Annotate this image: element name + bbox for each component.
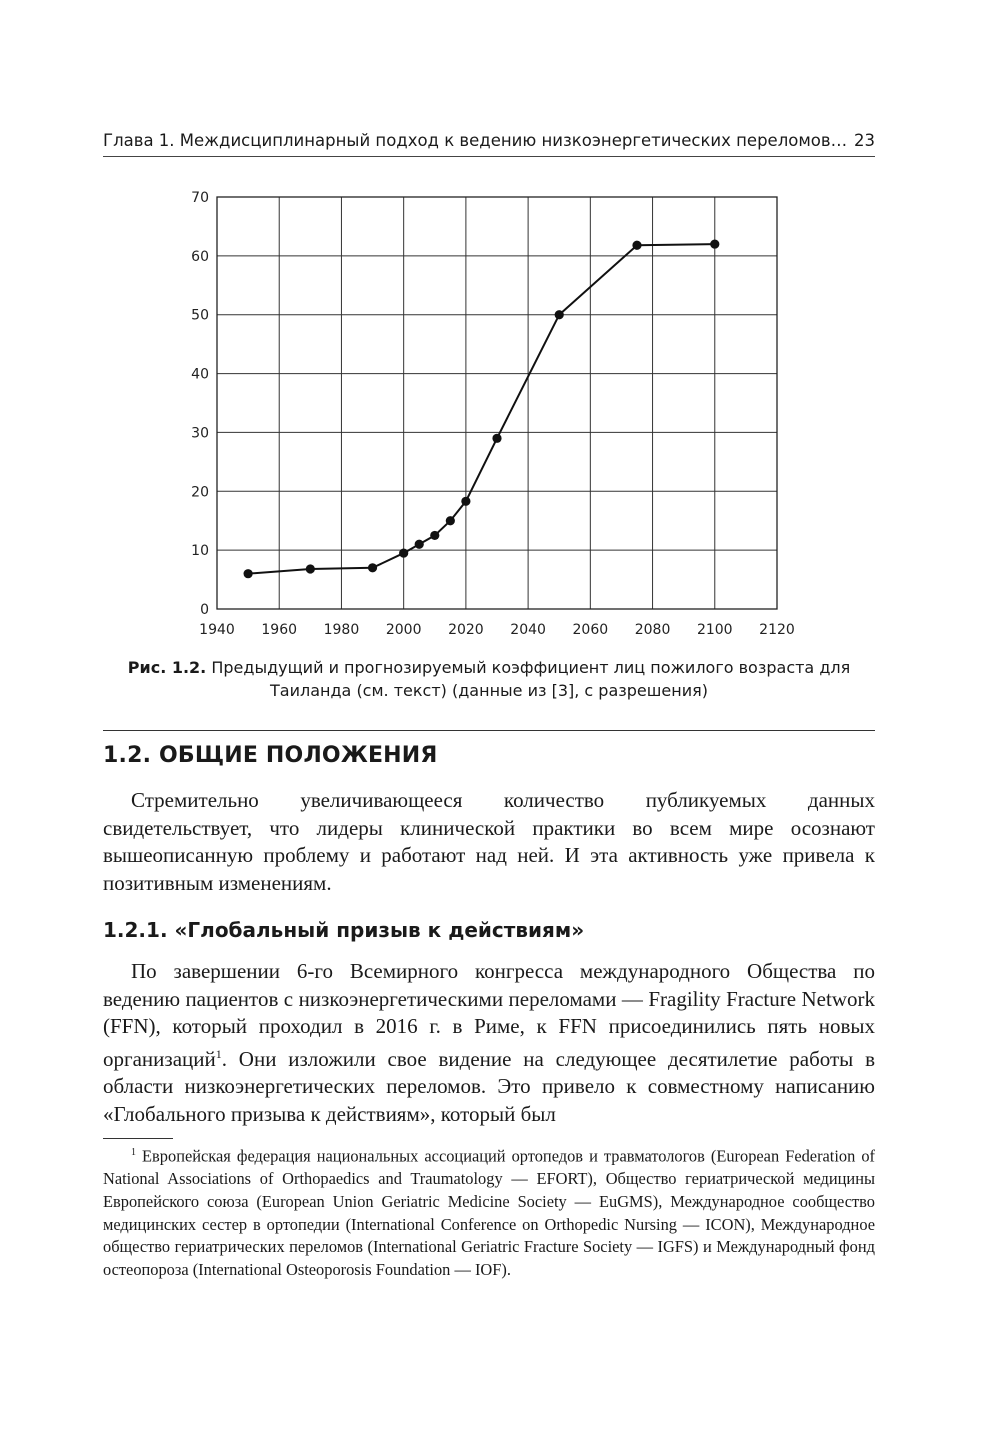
plot-frame: [217, 197, 777, 609]
y-tick-label: 40: [191, 366, 209, 383]
x-tick-label: 2000: [385, 622, 422, 638]
x-tick-label: 2100: [696, 622, 733, 638]
footnote-marker: 1: [131, 1147, 136, 1158]
chapter-title: Глава 1. Междисциплинарный подход к ведению низкоэнергетических переломов…: [103, 131, 848, 150]
subsection-heading: 1.2.1. «Глобальный призыв к действиям»: [103, 918, 585, 942]
y-tick-label: 30: [191, 425, 209, 442]
data-point: [306, 564, 315, 573]
y-tick-label: 50: [191, 307, 209, 324]
x-tick-label: 2080: [634, 622, 671, 638]
figure-caption-label: Рис. 1.2.: [127, 658, 207, 677]
subsection-paragraph: [103, 958, 875, 1128]
data-point: [632, 241, 641, 250]
section-paragraph: Стремительно увеличивающееся количество публикуемых данных свидетельствует, что лидеры клинической практики во всем мире осознают вышеописанную проблему и работают над ней. И эта активность уже привела к позитивным изменениям.: [103, 788, 875, 895]
paragraph-text-part1: По завершении 6-го Всемирного конгресса международного Общества по ведению пациентов с низкоэнергетическими переломами — Fragility Fracture Network (FFN), который проходил в 2016 г. в Риме, к FFN присоединились пять новых организаций: [103, 959, 875, 1071]
x-tick-label: 2060: [572, 622, 609, 638]
data-point: [399, 548, 408, 557]
x-tick-label: 1940: [199, 622, 235, 638]
y-tick-label: 20: [191, 484, 209, 501]
footnote-reference: 1: [215, 1046, 222, 1061]
figure-caption: [103, 656, 875, 702]
series-line: [248, 244, 715, 574]
line-chart: [180, 182, 800, 647]
running-header: [103, 131, 875, 157]
x-tick-label: 1980: [323, 622, 360, 638]
x-tick-label: 2040: [510, 622, 546, 638]
paragraph-text-part2: . Они изложили свое видение на следующее десятилетие работы в области низкоэнергетических переломов. Это привело к совместному написанию «Глобального призыва к действиям», который был: [103, 1046, 875, 1126]
data-point: [555, 310, 564, 319]
section-divider: [103, 730, 875, 731]
data-point: [446, 516, 455, 525]
data-point: [461, 497, 470, 506]
data-point: [415, 540, 424, 549]
data-point: [710, 239, 719, 248]
data-point: [244, 569, 253, 578]
y-tick-label: 60: [191, 248, 209, 265]
x-tick-label: 2020: [448, 622, 484, 638]
footnote: [103, 1142, 875, 1282]
figure-caption-text: Предыдущий и прогнозируемый коэффициент лиц пожилого возраста для Таиланда (см. текст) (данные из [3], с разрешения): [206, 658, 851, 700]
data-point: [368, 563, 377, 572]
page-number: 23: [854, 131, 875, 150]
section-heading: 1.2. ОБЩИЕ ПОЛОЖЕНИЯ: [103, 743, 438, 768]
footnote-text: Европейская федерация национальных ассоциаций ортопедов и травматологов (European Federation of National Associations of Orthopaedics and Traumatology — EFORT), Общество гериатрической медицины Европейского союза (European Union Geriatric Medicine Society — EuGMS), Международное сообщество медицинских сестер в ортопедии (International Conference on Orthopedic Nursing — ICON), Международное общество гериатрических переломов (International Geriatric Fracture Society — IGFS) и Международный фонд остеопороза (International Osteoporosis Foundation — IOF).: [103, 1146, 875, 1279]
data-point: [492, 434, 501, 443]
footnote-divider: [103, 1138, 173, 1139]
data-point: [430, 531, 439, 540]
y-tick-label: 70: [191, 190, 209, 206]
y-tick-label: 0: [200, 602, 209, 618]
y-tick-label: 10: [191, 543, 209, 560]
x-tick-label: 1960: [261, 622, 298, 638]
x-tick-label: 2120: [759, 622, 795, 638]
